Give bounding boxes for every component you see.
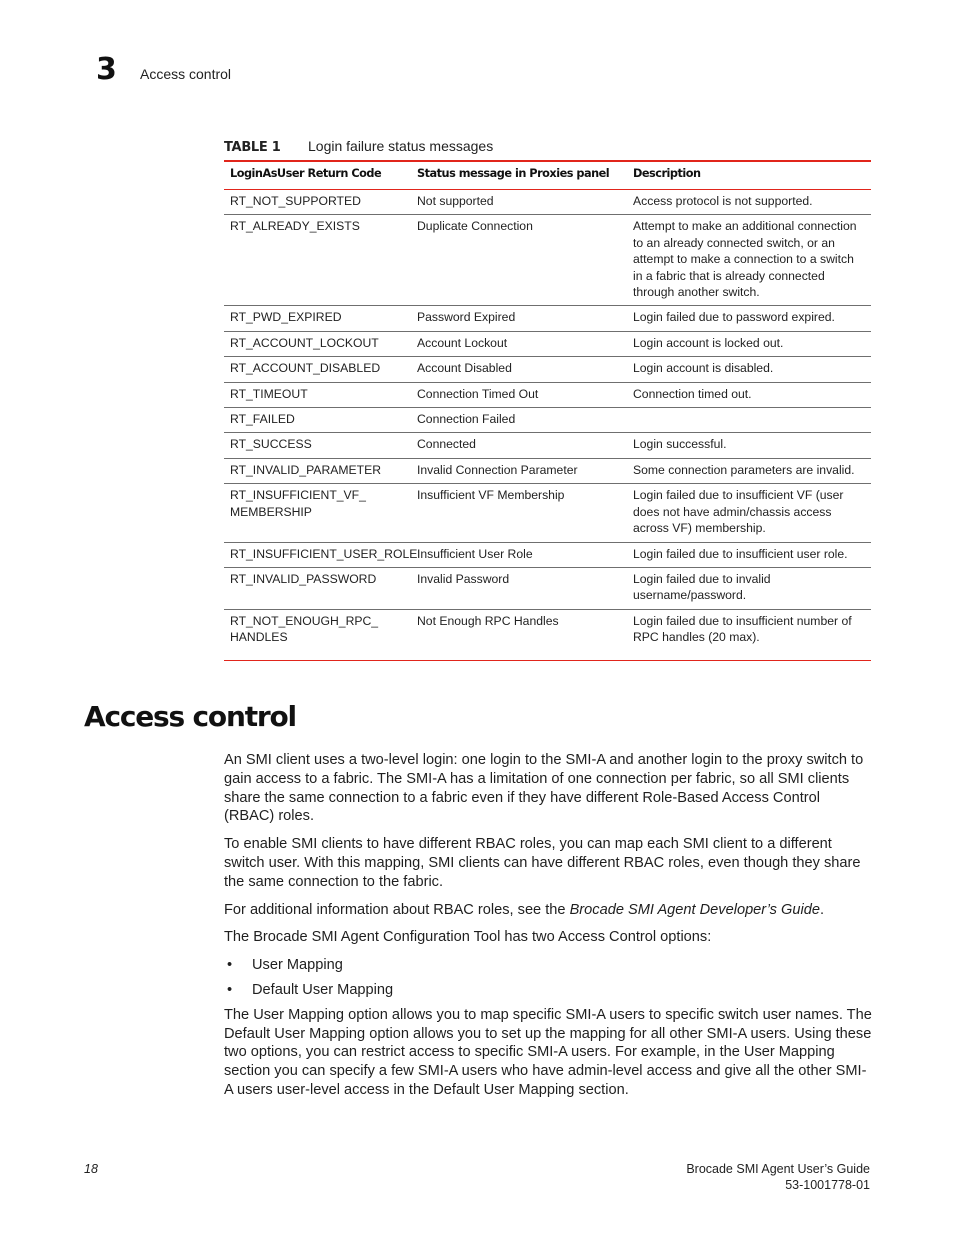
bullet-list: [224, 956, 872, 1000]
description-cell: Login account is locked out.: [627, 331, 871, 356]
description-cell: Attempt to make an additional connection to an already connected switch, or an attempt to make a connection to a switch in a fabric that is already connected through another switch.: [627, 215, 871, 306]
status-message-cell: Connection Failed: [411, 408, 627, 433]
return-code-cell: RT_INSUFFICIENT_VF_ MEMBERSHIP: [224, 484, 411, 542]
return-code-cell: RT_NOT_SUPPORTED: [224, 190, 411, 215]
paragraph: [224, 901, 872, 920]
table-row: [224, 458, 871, 483]
running-header-title: Access control: [140, 66, 232, 82]
description-cell: Login account is disabled.: [627, 357, 871, 382]
table-caption: [224, 138, 493, 155]
status-message-cell: Account Disabled: [411, 357, 627, 382]
description-cell: Login failed due to insufficient user role.: [627, 542, 871, 567]
section-heading: Access control: [84, 700, 296, 733]
return-code-cell: RT_INVALID_PASSWORD: [224, 567, 411, 609]
return-code-cell: RT_INSUFFICIENT_USER_ROLE: [224, 542, 411, 567]
status-message-cell: Connected: [411, 433, 627, 458]
paragraph: The User Mapping option allows you to map specific SMI-A users to specific switch user names. The Default User Mapping option allows you to set up the mapping for all other SMI-A users. Using these two options, you can restrict access to specific SMI-A users. For example, in the User Mapping section you can specify a few SMI-A users who have admin-level access and give all the other SMI-A users user-level access in the Default User Mapping section.: [224, 1006, 872, 1098]
paragraph: To enable SMI clients to have different RBAC roles, you can map each SMI client to a different switch user. With this mapping, SMI clients can have different RBAC roles, even though they share the same connection to the fabric.: [224, 836, 861, 890]
chapter-number: 3: [96, 52, 117, 87]
paragraph-text: For additional information about RBAC roles, see the: [224, 901, 570, 918]
list-item-text: Default User Mapping: [252, 981, 394, 998]
section-body: [224, 751, 872, 1109]
return-code-cell: RT_ACCOUNT_DISABLED: [224, 357, 411, 382]
status-message-cell: Connection Timed Out: [411, 382, 627, 407]
table-row: [224, 331, 871, 356]
return-code-cell: RT_TIMEOUT: [224, 382, 411, 407]
page-number: 18: [84, 1162, 98, 1176]
table-row: [224, 382, 871, 407]
table-row: [224, 215, 871, 306]
table-row: [224, 542, 871, 567]
column-header-return-code: LoginAsUser Return Code: [224, 161, 411, 190]
return-code-cell: RT_ALREADY_EXISTS: [224, 215, 411, 306]
status-message-cell: Not Enough RPC Handles: [417, 613, 559, 628]
description-cell: Login successful.: [627, 433, 871, 458]
description-cell: Some connection parameters are invalid.: [627, 458, 871, 483]
description-cell: Login failed due to insufficient VF (user does not have admin/chassis access across VF) membership.: [627, 484, 871, 542]
table-row: [224, 357, 871, 382]
table-header-row: [224, 161, 871, 190]
table-row: [224, 306, 871, 331]
description-cell: Login failed due to invalid username/password.: [627, 567, 871, 609]
list-item: [224, 956, 872, 975]
bullet-icon: •: [227, 981, 233, 998]
status-message-cell: Not supported: [411, 190, 627, 215]
column-header-status-message: Status message in Proxies panel: [411, 161, 627, 190]
table-row: [224, 408, 871, 433]
table-row: [224, 609, 871, 660]
list-item-text: User Mapping: [252, 957, 343, 974]
return-code-cell: RT_NOT_ENOUGH_RPC_ HANDLES: [230, 613, 379, 645]
footer-doc-info: [686, 1162, 870, 1193]
status-message-cell: Invalid Connection Parameter: [411, 458, 627, 483]
return-code-cell: RT_FAILED: [224, 408, 411, 433]
return-code-cell: RT_SUCCESS: [224, 433, 411, 458]
book-title-reference: Brocade SMI Agent Developer’s Guide: [569, 901, 820, 918]
list-item: [224, 981, 872, 1000]
return-code-cell: RT_INVALID_PARAMETER: [224, 458, 411, 483]
bullet-icon: •: [227, 957, 233, 974]
status-message-cell: Insufficient VF Membership: [411, 484, 627, 542]
description-cell: Connection timed out.: [627, 382, 871, 407]
return-code-cell: RT_PWD_EXPIRED: [224, 306, 411, 331]
description-cell: [627, 408, 871, 433]
description-cell: Access protocol is not supported.: [627, 190, 871, 215]
description-cell: Login failed due to insufficient number of RPC handles (20 max).: [633, 613, 852, 645]
status-message-cell: Duplicate Connection: [411, 215, 627, 306]
footer-doc-title: Brocade SMI Agent User’s Guide: [686, 1162, 870, 1176]
status-message-cell: Insufficient User Role: [411, 542, 627, 567]
table-label: TABLE 1: [224, 140, 281, 155]
table-row: [224, 484, 871, 542]
status-message-cell: Account Lockout: [411, 331, 627, 356]
status-message-cell: Password Expired: [411, 306, 627, 331]
login-failure-status-table: [224, 160, 871, 661]
table-row: [224, 190, 871, 215]
paragraph: An SMI client uses a two-level login: one login to the SMI-A and another login to the proxy switch to gain access to a fabric. The SMI-A has a limitation of one connection per fabric, so all SMI clients share the same connection to a fabric even if they have different Role-Based Access Control (RBAC) roles.: [224, 752, 864, 825]
status-message-cell: Invalid Password: [411, 567, 627, 609]
return-code-cell: RT_ACCOUNT_LOCKOUT: [224, 331, 411, 356]
table-title: Login failure status messages: [308, 138, 494, 154]
column-header-description: Description: [627, 161, 871, 190]
paragraph: The Brocade SMI Agent Configuration Tool has two Access Control options:: [224, 929, 712, 946]
table-row: [224, 567, 871, 609]
table-row: [224, 433, 871, 458]
description-cell: Login failed due to password expired.: [627, 306, 871, 331]
footer-doc-number: 53-1001778-01: [785, 1177, 870, 1192]
paragraph-text: .: [819, 901, 825, 918]
